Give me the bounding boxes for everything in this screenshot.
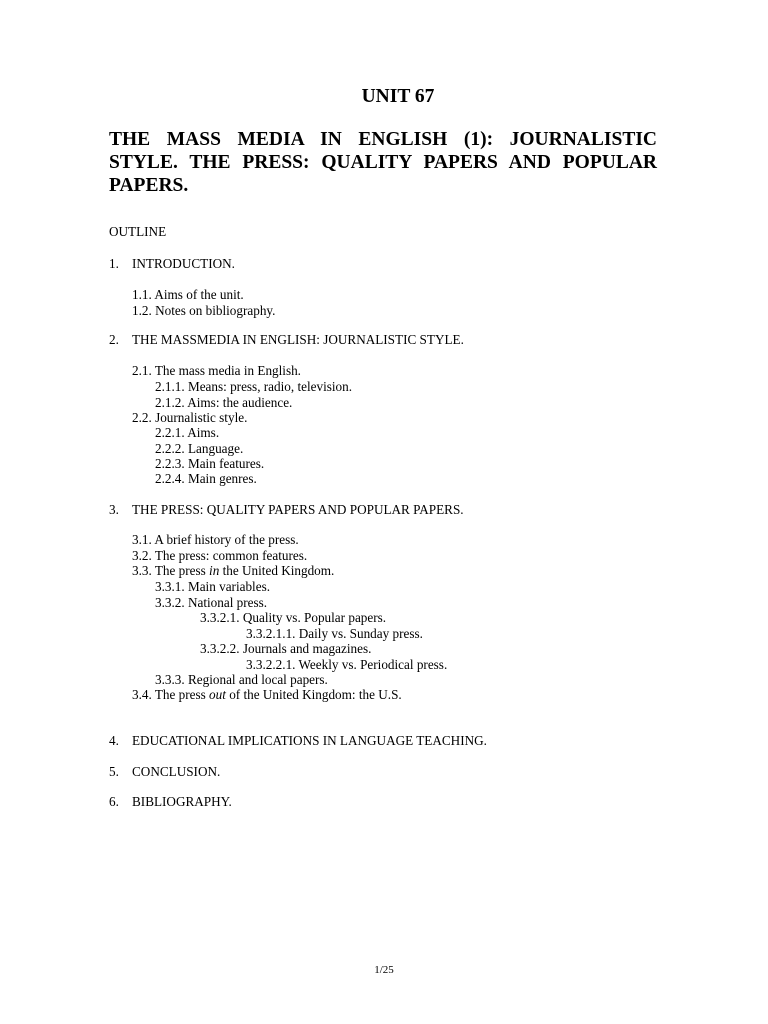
section-number: 3. bbox=[109, 502, 119, 517]
outline-item: 3.2. The press: common features. bbox=[132, 548, 308, 563]
outline-item-text: of the United Kingdom: the U.S. bbox=[225, 687, 402, 702]
outline-item: 2.1. The mass media in English. bbox=[132, 363, 301, 378]
section-heading bbox=[109, 256, 235, 272]
section-number: 1. bbox=[109, 256, 119, 271]
outline-item: 3.1. A brief history of the press. bbox=[132, 532, 299, 547]
outline-item: 2.1.1. Means: press, radio, television. bbox=[155, 379, 353, 394]
outline-item: 1.1. Aims of the unit. bbox=[132, 287, 244, 302]
outline-item: 2.2.1. Aims. bbox=[155, 425, 220, 440]
outline-item: 2.2.2. Language. bbox=[155, 441, 244, 456]
section-heading bbox=[109, 332, 464, 348]
section-number: 4. bbox=[109, 733, 119, 748]
outline-item-text: 3.4. The press bbox=[132, 687, 210, 702]
outline-item: 1.2. Notes on bibliography. bbox=[132, 303, 276, 318]
outline-item: 2.2.3. Main features. bbox=[155, 456, 265, 471]
outline-item-text: 3.3. The press bbox=[132, 563, 210, 578]
outline-item bbox=[132, 687, 402, 703]
section-title: INTRODUCTION. bbox=[132, 256, 235, 271]
section-heading bbox=[109, 794, 232, 810]
outline-item: 3.3.2. National press. bbox=[155, 595, 268, 610]
page-number: 1/25 bbox=[374, 964, 394, 976]
outline-item bbox=[132, 563, 334, 579]
section-heading bbox=[109, 502, 464, 518]
outline-item: 3.3.2.2.1. Weekly vs. Periodical press. bbox=[246, 657, 448, 672]
section-title: EDUCATIONAL IMPLICATIONS IN LANGUAGE TEACHING. bbox=[132, 733, 487, 748]
outline-item-text: the United Kingdom. bbox=[219, 563, 335, 578]
section-title: THE MASSMEDIA IN ENGLISH: JOURNALISTIC STYLE. bbox=[132, 332, 464, 347]
outline-item: 3.3.2.2. Journals and magazines. bbox=[200, 641, 372, 656]
outline-item: 3.3.3. Regional and local papers. bbox=[155, 672, 328, 687]
main-title: THE MASS MEDIA IN ENGLISH (1): JOURNALISTIC STYLE. THE PRESS: QUALITY PAPERS AND POPULAR PAPERS. bbox=[109, 129, 657, 196]
outline-item: 2.2.4. Main genres. bbox=[155, 471, 257, 486]
section-number: 2. bbox=[109, 332, 119, 347]
unit-title: UNIT 67 bbox=[361, 86, 435, 107]
section-heading bbox=[109, 764, 220, 780]
outline-item: 3.3.2.1. Quality vs. Popular papers. bbox=[200, 610, 387, 625]
section-title: CONCLUSION. bbox=[132, 764, 221, 779]
outline-label: OUTLINE bbox=[109, 224, 167, 239]
outline-item-emphasis: in bbox=[209, 563, 220, 578]
section-heading bbox=[109, 733, 487, 749]
outline-item: 2.1.2. Aims: the audience. bbox=[155, 395, 293, 410]
outline-item: 3.3.2.1.1. Daily vs. Sunday press. bbox=[246, 626, 423, 641]
outline-item-emphasis: out bbox=[209, 687, 226, 702]
section-title: BIBLIOGRAPHY. bbox=[132, 794, 232, 809]
section-number: 5. bbox=[109, 764, 119, 779]
outline-item: 2.2. Journalistic style. bbox=[132, 410, 248, 425]
section-title: THE PRESS: QUALITY PAPERS AND POPULAR PAPERS. bbox=[132, 502, 464, 517]
outline-item: 3.3.1. Main variables. bbox=[155, 579, 270, 594]
section-number: 6. bbox=[109, 794, 119, 809]
